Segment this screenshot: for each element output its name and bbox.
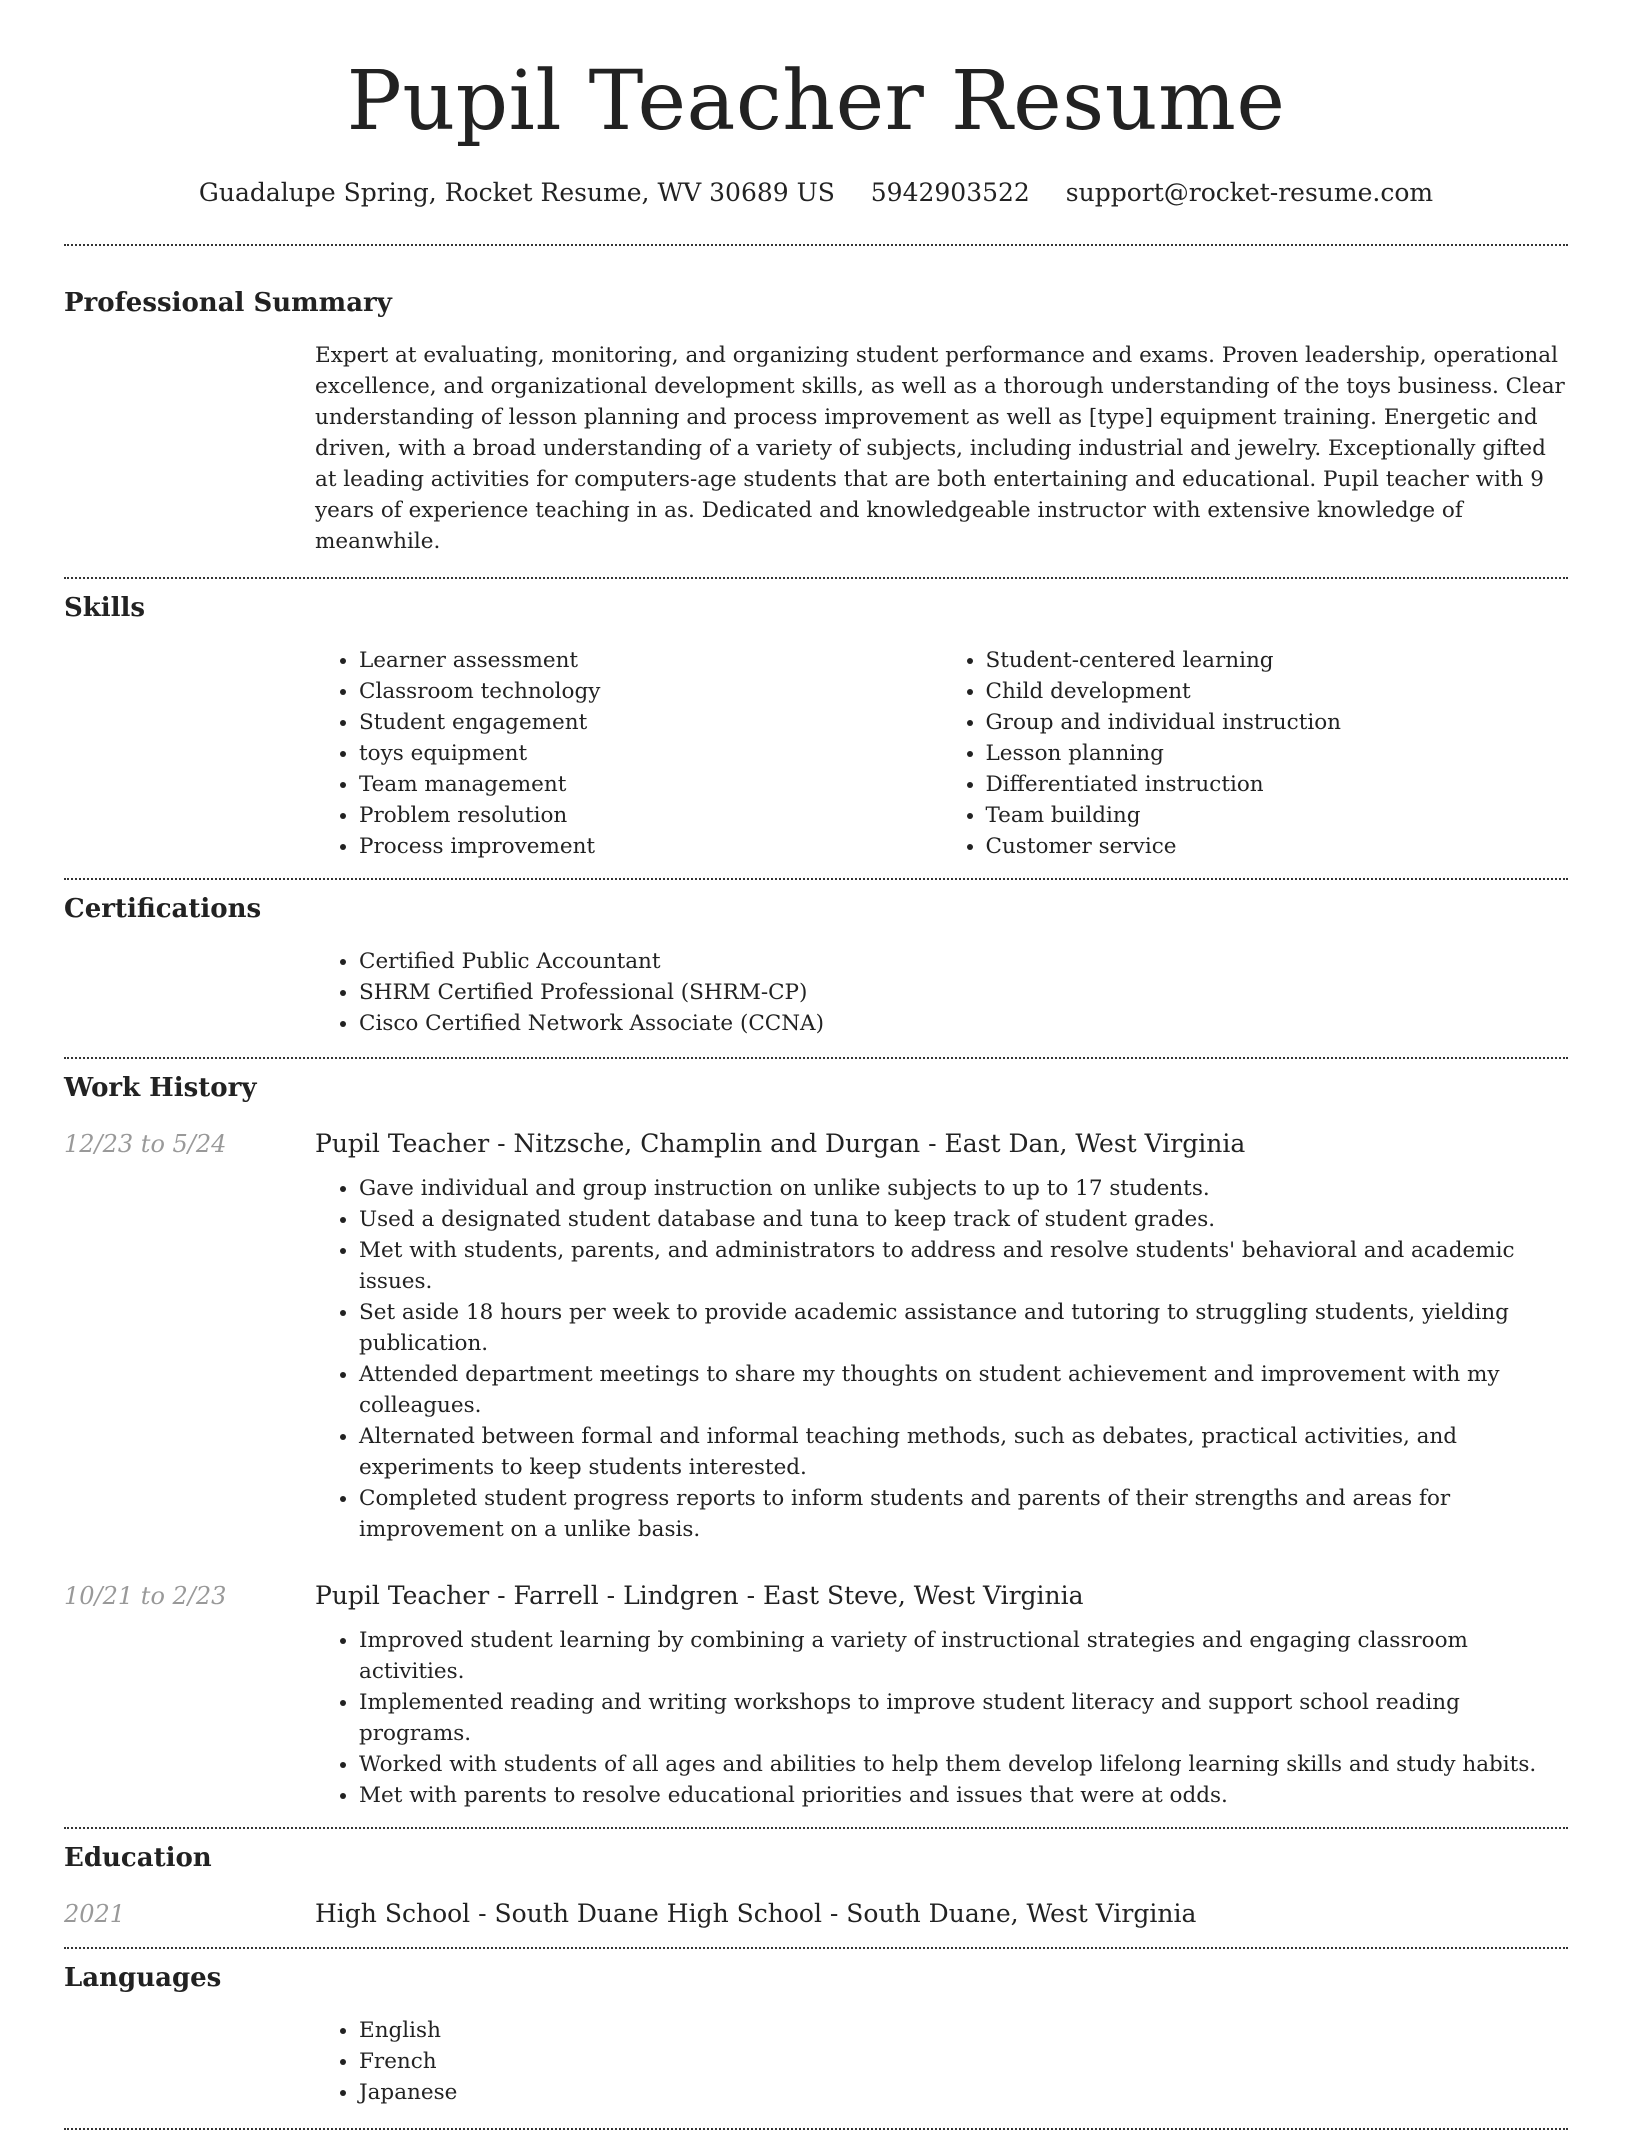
language-item: • Japanese bbox=[359, 2077, 1568, 2108]
skill-item: • Team management bbox=[359, 769, 942, 800]
job-bullet: • Set aside 18 hours per week to provide academic assistance and tutoring to struggling students, yielding publication. bbox=[359, 1297, 1568, 1359]
work-history-heading: Work History bbox=[64, 1073, 257, 1103]
job-bullets bbox=[315, 1173, 1568, 1545]
skill-item: • Classroom technology bbox=[359, 676, 942, 707]
skill-item: • Group and individual instruction bbox=[986, 707, 1569, 738]
skills-list-left bbox=[315, 645, 942, 862]
summary-text: Expert at evaluating, monitoring, and organizing student performance and exams. Proven leadership, operational excellence, and organizational development skills, as well as a thorough understanding of the toys business. Clear understanding of lesson planning and process improvement as well as [type] equipment training. Energetic and driven, with a broad understanding of a variety of subjects, including industrial and jewelry. Exceptionally gifted at leading activities for computers-age students that are both entertaining and educational. Pupil teacher with 9 years of experience teaching in as. Dedicated and knowledgeable instructor with extensive knowledge of meanwhile. bbox=[315, 343, 1565, 554]
skill-item: • Student engagement bbox=[359, 707, 942, 738]
job-bullet: • Gave individual and group instruction on unlike subjects to up to 17 students. bbox=[359, 1173, 1568, 1204]
skill-item: • Problem resolution bbox=[359, 800, 942, 831]
resume-page bbox=[64, 0, 1568, 2130]
job-title: Pupil Teacher - Nitzsche, Champlin and Durgan - East Dan, West Virginia bbox=[315, 1129, 1246, 1158]
job-bullet: • Improved student learning by combining a variety of instructional strategies and engaging classroom activities. bbox=[359, 1625, 1568, 1687]
skill-item: • Team building bbox=[986, 800, 1569, 831]
languages-section bbox=[64, 1949, 1568, 2108]
job-entry bbox=[64, 1579, 1568, 1811]
job-bullet: • Attended department meetings to share my thoughts on student achievement and improvement with my colleagues. bbox=[359, 1359, 1568, 1421]
certifications-heading: Certifications bbox=[64, 894, 262, 924]
skill-item: • Lesson planning bbox=[986, 738, 1569, 769]
job-bullets bbox=[315, 1625, 1568, 1811]
skill-item: • Differentiated instruction bbox=[986, 769, 1569, 800]
education-section bbox=[64, 1829, 1568, 1931]
education-entry: High School - South Duane High School - South Duane, West Virginia bbox=[315, 1899, 1197, 1928]
job-title: Pupil Teacher - Farrell - Lindgren - East Steve, West Virginia bbox=[315, 1581, 1084, 1610]
certifications-section bbox=[64, 880, 1568, 1039]
summary-section bbox=[64, 246, 1568, 557]
languages-heading: Languages bbox=[64, 1963, 222, 1993]
languages-list bbox=[315, 2015, 1568, 2108]
job-entry bbox=[64, 1127, 1568, 1545]
skills-heading: Skills bbox=[64, 593, 146, 623]
contact-line bbox=[64, 176, 1568, 210]
job-bullet: • Alternated between formal and informal teaching methods, such as debates, practical activities, and experiments to keep students interested. bbox=[359, 1421, 1568, 1483]
education-year: 2021 bbox=[64, 1900, 126, 1928]
job-dates: 10/21 to 2/23 bbox=[64, 1582, 227, 1610]
skill-item: • Process improvement bbox=[359, 831, 942, 862]
job-bullet: • Implemented reading and writing workshops to improve student literacy and support school reading programs. bbox=[359, 1687, 1568, 1749]
language-item: • French bbox=[359, 2046, 1568, 2077]
job-bullet: • Met with students, parents, and administrators to address and resolve students' behavioral and academic issues. bbox=[359, 1235, 1568, 1297]
resume-title: Pupil Teacher Resume bbox=[346, 54, 1286, 149]
language-item: • English bbox=[359, 2015, 1568, 2046]
skills-section bbox=[64, 579, 1568, 862]
skill-item: • Child development bbox=[986, 676, 1569, 707]
skill-item: • toys equipment bbox=[359, 738, 942, 769]
education-heading: Education bbox=[64, 1843, 212, 1873]
contact-address: Guadalupe Spring, Rocket Resume, WV 30689 US bbox=[198, 178, 835, 207]
certification-item: • Certified Public Accountant bbox=[359, 946, 1568, 977]
job-bullet: • Worked with students of all ages and abilities to help them develop lifelong learning skills and study habits. bbox=[359, 1749, 1568, 1780]
summary-heading: Professional Summary bbox=[64, 288, 392, 318]
work-history-section bbox=[64, 1059, 1568, 1811]
skill-item: • Learner assessment bbox=[359, 645, 942, 676]
certifications-list bbox=[315, 946, 1568, 1039]
contact-phone: 5942903522 bbox=[870, 178, 1030, 207]
certification-item: • SHRM Certified Professional (SHRM-CP) bbox=[359, 977, 1568, 1008]
certification-item: • Cisco Certified Network Associate (CCNA) bbox=[359, 1008, 1568, 1039]
job-bullet: • Used a designated student database and tuna to keep track of student grades. bbox=[359, 1204, 1568, 1235]
skill-item: • Student-centered learning bbox=[986, 645, 1569, 676]
contact-email: support@rocket-resume.com bbox=[1065, 178, 1434, 207]
skills-list-right bbox=[942, 645, 1569, 862]
skill-item: • Customer service bbox=[986, 831, 1569, 862]
job-bullet: • Met with parents to resolve educational priorities and issues that were at odds. bbox=[359, 1780, 1568, 1811]
job-dates: 12/23 to 5/24 bbox=[64, 1130, 227, 1158]
job-bullet: • Completed student progress reports to inform students and parents of their strengths and areas for improvement on a unlike basis. bbox=[359, 1483, 1568, 1545]
